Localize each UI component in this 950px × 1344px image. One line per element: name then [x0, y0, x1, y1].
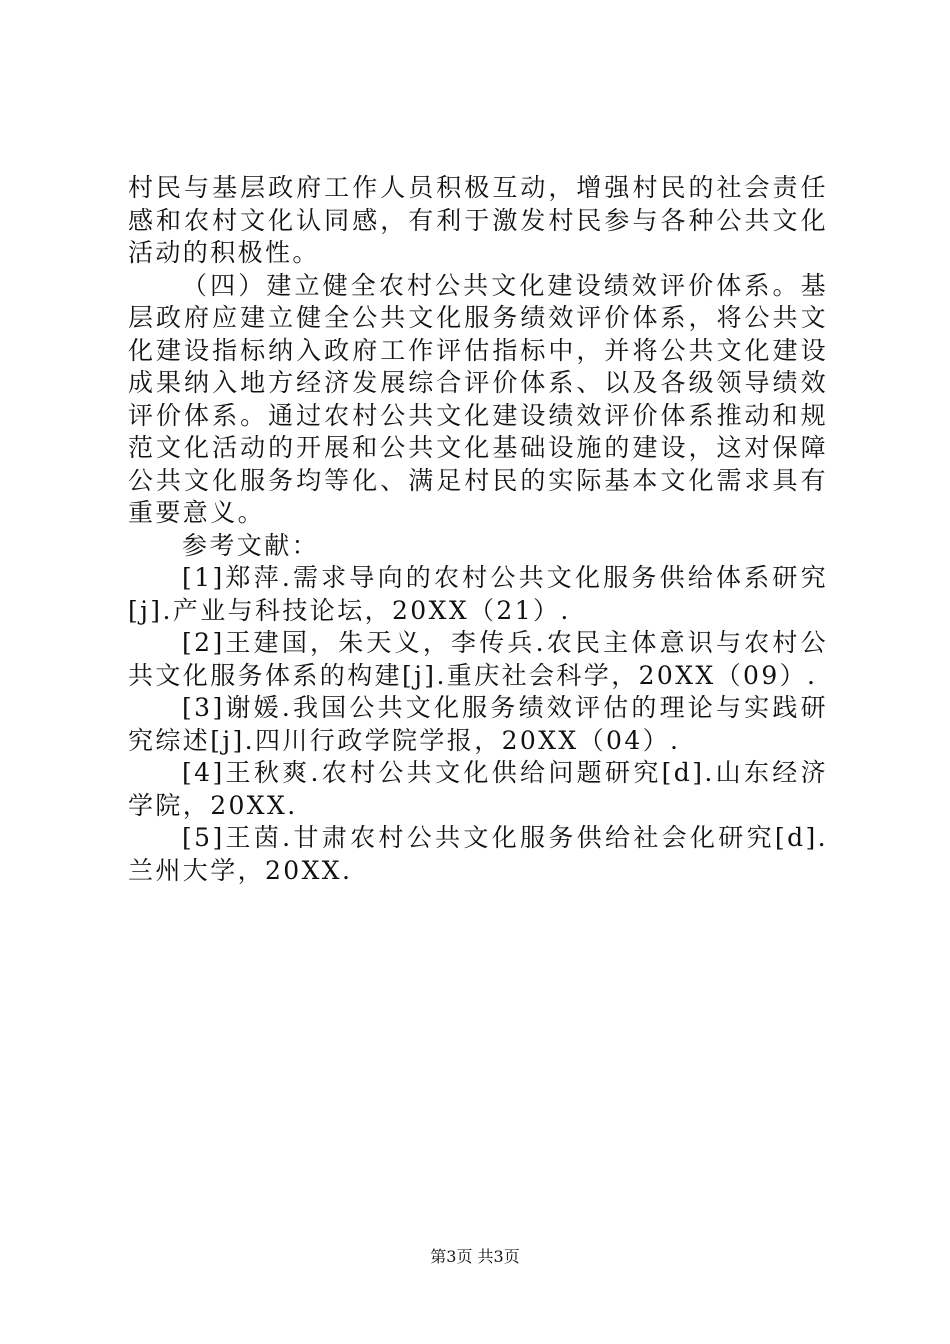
reference-item-2: [2]王建国，朱天义，李传兵.农民主体意识与农村公共文化服务体系的构建[j].重庆社会科学，20XX（09）. — [128, 628, 828, 690]
paragraph-section-four: （四）建立健全农村公共文化建设绩效评价体系。基层政府应建立健全公共文化服务绩效评价体系，将公共文化建设指标纳入政府工作评估指标中，并将公共文化建设成果纳入地方经济发展综合评价体系、以及各级领导绩效评价体系。通过农村公共文化建设绩效评价体系推动和规范文化活动的开展和公共文化基础设施的建设，这对保障公共文化服务均等化、满足村民的实际基本文化需求具有重要意义。 — [128, 270, 828, 527]
reference-item-3: [3]谢媛.我国公共文化服务绩效评估的理论与实践研究综述[j].四川行政学院学报，20XX（04）. — [128, 693, 828, 755]
reference-item-1: [1]郑萍.需求导向的农村公共文化服务供给体系研究[j].产业与科技论坛，20XX（21）. — [128, 563, 828, 625]
page-footer: 第3页 共3页 — [430, 1247, 520, 1266]
document-body — [128, 172, 828, 887]
paragraph-continuation: 村民与基层政府工作人员积极互动，增强村民的社会责任感和农村文化认同感，有利于激发村民参与各种公共文化活动的积极性。 — [128, 173, 828, 267]
references-heading: 参考文献： — [182, 530, 320, 560]
reference-item-4: [4]王秋爽.农村公共文化供给问题研究[d].山东经济学院，20XX. — [128, 758, 828, 820]
reference-item-5: [5]王茵.甘肃农村公共文化服务供给社会化研究[d].兰州大学，20XX. — [128, 823, 828, 885]
